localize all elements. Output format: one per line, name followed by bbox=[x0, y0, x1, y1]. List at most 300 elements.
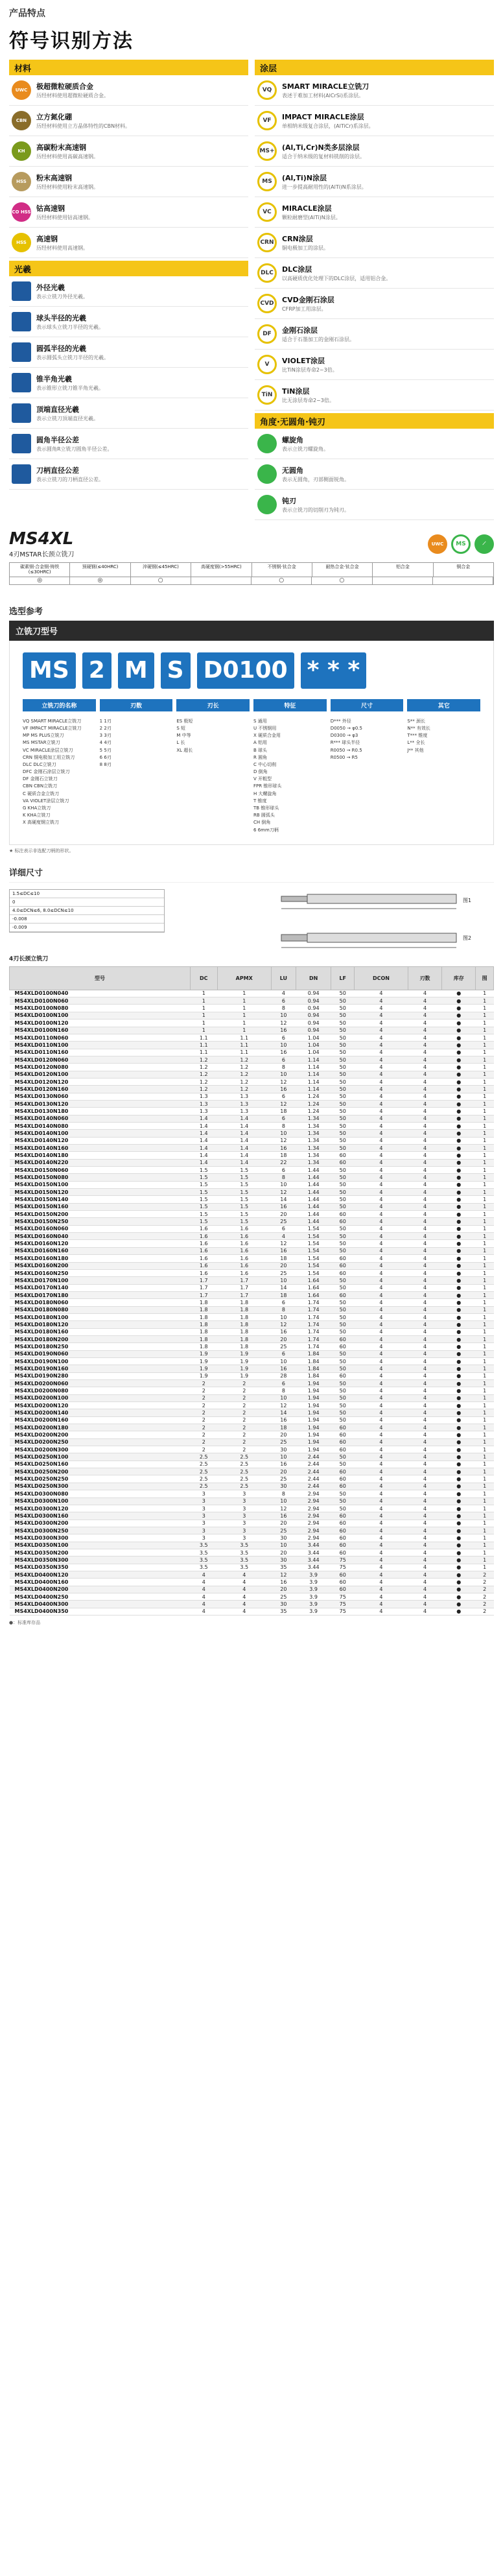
coatings-heading: 涂层 bbox=[255, 60, 494, 75]
table-cell: 4 bbox=[191, 1593, 218, 1600]
angle-heading: 角度·无圆角·钝刃 bbox=[255, 413, 494, 429]
table-cell: ● bbox=[442, 1409, 476, 1416]
table-cell: 2 bbox=[217, 1380, 271, 1387]
code-line: S 短 bbox=[176, 725, 186, 731]
table-cell: 4 bbox=[408, 1056, 441, 1063]
code-line: FPR 锥形球头 bbox=[253, 783, 282, 789]
table-cell: 10 bbox=[271, 1357, 296, 1365]
table-cell: 10 bbox=[271, 1012, 296, 1019]
table-cell: 1 bbox=[476, 1218, 494, 1225]
table-row bbox=[10, 1549, 494, 1556]
table-cell: 1.54 bbox=[296, 1233, 331, 1240]
table-cell: 1 bbox=[476, 1328, 494, 1335]
table-cell: 6 bbox=[271, 1350, 296, 1357]
table-cell: 25 bbox=[271, 1343, 296, 1350]
table-cell: ● bbox=[442, 1365, 476, 1372]
table-cell: ● bbox=[442, 1027, 476, 1034]
table-cell: 1.6 bbox=[191, 1240, 218, 1247]
model-cell: MS4XLD0160N060 bbox=[10, 1225, 191, 1232]
table-row bbox=[10, 1078, 494, 1085]
legend-right bbox=[255, 60, 494, 520]
table-cell: 2.5 bbox=[191, 1475, 218, 1483]
table-cell: 16 bbox=[271, 1328, 296, 1335]
table-cell: 1.7 bbox=[191, 1284, 218, 1291]
model-cell: MS4XLD0200N300 bbox=[10, 1446, 191, 1453]
table-cell: 4 bbox=[354, 1357, 408, 1365]
table-row bbox=[10, 1490, 494, 1497]
footer-note: ●：标准库存品 bbox=[9, 1620, 41, 1625]
angle-text bbox=[282, 495, 349, 514]
table-cell: 1 bbox=[476, 1387, 494, 1394]
table-cell: 1 bbox=[476, 1152, 494, 1159]
code-line: MP MS PLUS立铣刀 bbox=[23, 733, 64, 739]
table-cell: 1 bbox=[476, 1461, 494, 1468]
table-cell: 1.44 bbox=[296, 1189, 331, 1196]
table-cell: 2.5 bbox=[217, 1475, 271, 1483]
table-cell: 50 bbox=[331, 1416, 355, 1424]
table-row bbox=[10, 1438, 494, 1446]
code-head: 立铣刀的名称 bbox=[23, 699, 96, 711]
table-cell: 4 bbox=[408, 1357, 441, 1365]
code-line: 3 3刃 bbox=[99, 733, 111, 739]
table-cell: 60 bbox=[331, 1542, 355, 1549]
table-cell: ● bbox=[442, 1196, 476, 1203]
coating-icon: CVD bbox=[257, 294, 277, 313]
code-box: S bbox=[161, 652, 191, 689]
table-cell: 50 bbox=[331, 1203, 355, 1210]
table-cell: 4 bbox=[354, 990, 408, 997]
table-row bbox=[10, 1365, 494, 1372]
table-cell: 16 bbox=[271, 1365, 296, 1372]
table-cell: 1 bbox=[476, 1394, 494, 1401]
table-row bbox=[10, 1497, 494, 1505]
table-cell: 1.4 bbox=[217, 1152, 271, 1159]
table-cell: ● bbox=[442, 1211, 476, 1218]
table-cell: 1 bbox=[476, 1556, 494, 1564]
table-cell: 4 bbox=[354, 1372, 408, 1379]
table-cell: 1 bbox=[476, 1416, 494, 1424]
coating-desc: 铜电极加工的涂层。 bbox=[282, 244, 329, 251]
table-cell: 1.1 bbox=[191, 1034, 218, 1041]
table-cell: 1 bbox=[476, 1012, 494, 1019]
table-cell: 4 bbox=[408, 1402, 441, 1409]
table-cell: 4 bbox=[408, 1534, 441, 1542]
table-cell: 35 bbox=[271, 1564, 296, 1571]
table-cell: 2.5 bbox=[191, 1461, 218, 1468]
coating-item bbox=[255, 167, 494, 197]
table-cell: 1.94 bbox=[296, 1409, 331, 1416]
angle-desc: 表示无圆角，刃部侧面锐角。 bbox=[282, 476, 349, 483]
angle-title: 无圆角 bbox=[282, 466, 303, 475]
table-cell: 1.8 bbox=[217, 1335, 271, 1342]
model-cell: MS4XLD0140N160 bbox=[10, 1145, 191, 1152]
table-cell: 4 bbox=[354, 1497, 408, 1505]
table-cell: 4 bbox=[354, 1269, 408, 1276]
table-cell: 4 bbox=[408, 1108, 441, 1115]
table-cell: ● bbox=[442, 1086, 476, 1093]
table-cell: 1.2 bbox=[191, 1064, 218, 1071]
table-cell: 16 bbox=[271, 1049, 296, 1056]
table-cell: ● bbox=[442, 1534, 476, 1542]
code-line: B 球头 bbox=[253, 747, 268, 753]
material-text bbox=[36, 203, 93, 221]
table-cell: 1.1 bbox=[217, 1042, 271, 1049]
table-cell: ● bbox=[442, 1071, 476, 1078]
table-cell: 60 bbox=[331, 1520, 355, 1527]
table-cell: 1.5 bbox=[217, 1181, 271, 1188]
table-cell: 4 bbox=[191, 1601, 218, 1608]
dims-title: 详细尺寸 bbox=[9, 868, 43, 878]
table-cell: 1.54 bbox=[296, 1262, 331, 1269]
table-cell: 16 bbox=[271, 1203, 296, 1210]
table-cell: 28 bbox=[271, 1372, 296, 1379]
table-cell: 1 bbox=[476, 1167, 494, 1174]
table-cell: 50 bbox=[331, 1064, 355, 1071]
table-row bbox=[10, 1321, 494, 1328]
table-cell: 1 bbox=[476, 1343, 494, 1350]
table-cell: 0.94 bbox=[296, 997, 331, 1005]
table-cell: 75 bbox=[331, 1601, 355, 1608]
material-mark bbox=[191, 577, 252, 584]
material-icon: HSS bbox=[12, 233, 31, 252]
coating-desc: 比无涂层寿命2~3倍。 bbox=[282, 397, 334, 403]
table-cell: 4 bbox=[354, 1490, 408, 1497]
section-label: 产品特点 bbox=[9, 8, 45, 19]
table-cell: 4 bbox=[408, 1027, 441, 1034]
coating-icon: VF bbox=[257, 111, 277, 130]
table-cell: 1.4 bbox=[191, 1130, 218, 1137]
table-cell: 50 bbox=[331, 1306, 355, 1313]
table-cell: 1 bbox=[476, 1299, 494, 1306]
table-row bbox=[10, 1269, 494, 1276]
table-row bbox=[10, 1049, 494, 1056]
table-cell: 2 bbox=[191, 1424, 218, 1431]
table-row bbox=[10, 1335, 494, 1342]
table-cell: 1.9 bbox=[191, 1372, 218, 1379]
table-row bbox=[10, 1372, 494, 1379]
model-cell: MS4XLD0140N220 bbox=[10, 1159, 191, 1166]
table-cell: 1.9 bbox=[191, 1350, 218, 1357]
table-cell: 14 bbox=[271, 1409, 296, 1416]
table-cell: 60 bbox=[331, 1534, 355, 1542]
table-cell: 1.6 bbox=[217, 1240, 271, 1247]
code-line: VA VIOLET涂层立铣刀 bbox=[23, 798, 69, 804]
table-cell: 4 bbox=[408, 1225, 441, 1232]
table-cell: 60 bbox=[331, 1475, 355, 1483]
table-cell: 4 bbox=[408, 1542, 441, 1549]
table-cell: 4 bbox=[354, 1512, 408, 1520]
table-cell: 50 bbox=[331, 1284, 355, 1291]
table-cell: 4 bbox=[354, 1020, 408, 1027]
table-cell: 2 bbox=[217, 1424, 271, 1431]
table-cell: 16 bbox=[271, 1145, 296, 1152]
table-cell: ● bbox=[442, 1520, 476, 1527]
tolerance-text bbox=[36, 404, 99, 422]
table-cell: 1.6 bbox=[217, 1247, 271, 1254]
table-cell: 4 bbox=[408, 1049, 441, 1056]
table-cell: 1 bbox=[476, 1534, 494, 1542]
table-cell: 0.94 bbox=[296, 1005, 331, 1012]
coating-desc: 进一步提高耐用性的(AlTi)N系涂层。 bbox=[282, 184, 367, 190]
table-cell: ● bbox=[442, 1167, 476, 1174]
table-cell: 50 bbox=[331, 1196, 355, 1203]
table-cell: 4 bbox=[408, 1343, 441, 1350]
table-cell: 4 bbox=[354, 1402, 408, 1409]
table-cell: 4 bbox=[408, 1549, 441, 1556]
model-cell: MS4XLD0150N100 bbox=[10, 1181, 191, 1188]
table-cell: 1 bbox=[476, 1145, 494, 1152]
table-cell: 50 bbox=[331, 1005, 355, 1012]
table-cell: 25 bbox=[271, 1475, 296, 1483]
product-header bbox=[0, 520, 503, 558]
table-row bbox=[10, 1130, 494, 1137]
table-cell: ● bbox=[442, 1505, 476, 1512]
material-text bbox=[36, 142, 99, 160]
model-cell: MS4XLD0170N100 bbox=[10, 1277, 191, 1284]
table-header: DCON bbox=[354, 966, 408, 990]
table-cell: 18 bbox=[271, 1108, 296, 1115]
table-cell: 2.94 bbox=[296, 1497, 331, 1505]
table-cell: 4 bbox=[408, 1409, 441, 1416]
material-icon: HSS bbox=[12, 172, 31, 191]
table-cell: 4 bbox=[217, 1593, 271, 1600]
table-cell: 4 bbox=[408, 1431, 441, 1438]
table-cell: 50 bbox=[331, 1313, 355, 1320]
table-cell: 60 bbox=[331, 1269, 355, 1276]
table-cell: 10 bbox=[271, 1042, 296, 1049]
table-cell: 1.7 bbox=[217, 1277, 271, 1284]
table-cell: ● bbox=[442, 1020, 476, 1027]
table-cell: 4 bbox=[408, 1365, 441, 1372]
table-cell: 1.8 bbox=[217, 1328, 271, 1335]
table-cell: 50 bbox=[331, 1247, 355, 1254]
table-cell: 1 bbox=[476, 1313, 494, 1320]
table-row bbox=[10, 1475, 494, 1483]
table-cell: ● bbox=[442, 1137, 476, 1144]
table-cell: 20 bbox=[271, 1211, 296, 1218]
table-cell: 4 bbox=[354, 1042, 408, 1049]
material-desc: 历经材料使用高碳高速钢。 bbox=[36, 153, 99, 160]
table-cell: 4 bbox=[354, 1431, 408, 1438]
table-cell: 4 bbox=[408, 1564, 441, 1571]
table-cell: 2.5 bbox=[191, 1483, 218, 1490]
code-line: DF 金刚石立铣刀 bbox=[23, 776, 58, 782]
table-cell: 3 bbox=[191, 1520, 218, 1527]
table-cell: 4 bbox=[408, 1174, 441, 1181]
table-cell: 1 bbox=[476, 1372, 494, 1379]
table-cell: 1.6 bbox=[191, 1262, 218, 1269]
table-cell: 2 bbox=[476, 1601, 494, 1608]
table-cell: 4 bbox=[354, 997, 408, 1005]
table-cell: 2 bbox=[191, 1380, 218, 1387]
table-cell: 4 bbox=[408, 1350, 441, 1357]
table-cell: 3.5 bbox=[191, 1556, 218, 1564]
table-cell: 50 bbox=[331, 1020, 355, 1027]
table-cell: 4 bbox=[354, 1475, 408, 1483]
table-cell: ● bbox=[442, 1357, 476, 1365]
table-cell: 4 bbox=[354, 1601, 408, 1608]
table-cell: 2.5 bbox=[217, 1453, 271, 1461]
table-cell: 1.6 bbox=[217, 1225, 271, 1232]
table-cell: 4 bbox=[354, 1203, 408, 1210]
table-cell: 4 bbox=[354, 1579, 408, 1586]
table-cell: 1 bbox=[476, 1424, 494, 1431]
code-line: 6 6刃 bbox=[99, 754, 111, 760]
table-cell: 4 bbox=[408, 1086, 441, 1093]
material-cell: 高硬度钢(>55HRC) bbox=[191, 563, 252, 577]
code-box: MS bbox=[23, 652, 76, 689]
coating-title: IMPACT MIRACLE涂层 bbox=[282, 112, 364, 121]
table-row bbox=[10, 1233, 494, 1240]
table-cell: 1 bbox=[476, 1549, 494, 1556]
table-cell: 4 bbox=[271, 1233, 296, 1240]
table-cell: 50 bbox=[331, 1394, 355, 1401]
table-cell: 4 bbox=[408, 1453, 441, 1461]
table-cell: 1.14 bbox=[296, 1071, 331, 1078]
model-cell: MS4XLD0190N100 bbox=[10, 1357, 191, 1365]
code-line: TB 锥形球头 bbox=[253, 805, 279, 811]
table-cell: 0.94 bbox=[296, 990, 331, 997]
coating-item bbox=[255, 258, 494, 289]
table-cell: 1.9 bbox=[217, 1350, 271, 1357]
table-cell: 4 bbox=[408, 1593, 441, 1600]
code-line: ES 极短 bbox=[176, 718, 193, 724]
angle-list bbox=[255, 429, 494, 520]
table-cell: 1.5 bbox=[191, 1218, 218, 1225]
table-row bbox=[10, 1108, 494, 1115]
table-cell: 2.94 bbox=[296, 1512, 331, 1520]
table-cell: 1.5 bbox=[217, 1203, 271, 1210]
model-cell: MS4XLD0150N160 bbox=[10, 1203, 191, 1210]
table-cell: 10 bbox=[271, 1313, 296, 1320]
table-cell: 4 bbox=[354, 1556, 408, 1564]
table-cell: 6 bbox=[271, 1380, 296, 1387]
table-cell: 75 bbox=[331, 1608, 355, 1615]
table-cell: ● bbox=[442, 1240, 476, 1247]
code-line: T 锥度 bbox=[253, 798, 267, 804]
col-feature bbox=[253, 718, 327, 837]
table-cell: 4 bbox=[354, 1225, 408, 1232]
table-cell: 50 bbox=[331, 1225, 355, 1232]
model-cell: MS4XLD0300N160 bbox=[10, 1512, 191, 1520]
coating-item bbox=[255, 319, 494, 350]
blades-heading: 光羲 bbox=[9, 261, 248, 276]
table-cell: 4 bbox=[354, 1542, 408, 1549]
table-cell: 4 bbox=[191, 1608, 218, 1615]
tolerance-text bbox=[36, 282, 88, 300]
coating-title: DLC涂层 bbox=[282, 265, 312, 274]
legend-left bbox=[9, 60, 248, 520]
table-cell: 4 bbox=[191, 1586, 218, 1593]
table-cell: 12 bbox=[271, 1505, 296, 1512]
coating-desc: CFRP加工用涂层。 bbox=[282, 305, 327, 312]
table-cell: 14 bbox=[271, 1284, 296, 1291]
table-cell: 4 bbox=[354, 1505, 408, 1512]
table-cell: 6 bbox=[271, 1115, 296, 1122]
coating-text bbox=[282, 264, 391, 282]
table-cell: 3.5 bbox=[217, 1564, 271, 1571]
coating-text bbox=[282, 325, 355, 343]
table-cell: 60 bbox=[331, 1211, 355, 1218]
table-cell: 50 bbox=[331, 1115, 355, 1122]
table-cell: 4 bbox=[354, 1461, 408, 1468]
table-cell: 1.9 bbox=[191, 1365, 218, 1372]
table-cell: 4 bbox=[354, 1534, 408, 1542]
table-cell: 4 bbox=[408, 1093, 441, 1100]
coating-title: (Al,Ti)N涂层 bbox=[282, 173, 327, 182]
table-cell: 4 bbox=[408, 1269, 441, 1276]
code-line: XL 超长 bbox=[176, 747, 193, 753]
table-cell: 50 bbox=[331, 1027, 355, 1034]
table-cell: 4 bbox=[354, 1608, 408, 1615]
table-cell: 3 bbox=[217, 1527, 271, 1534]
table-cell: 10 bbox=[271, 1071, 296, 1078]
table-cell: 2.44 bbox=[296, 1475, 331, 1483]
table-cell: 16 bbox=[271, 1086, 296, 1093]
table-cell: 1.44 bbox=[296, 1211, 331, 1218]
table-cell: 1 bbox=[191, 997, 218, 1005]
model-cell: MS4XLD0160N180 bbox=[10, 1255, 191, 1262]
table-cell: 4 bbox=[354, 1564, 408, 1571]
table-cell: 3.9 bbox=[296, 1608, 331, 1615]
table-cell: 1.94 bbox=[296, 1431, 331, 1438]
tolerance-title: 球头半径的光羲 bbox=[36, 313, 86, 322]
tolerance-title: 外径光羲 bbox=[36, 283, 65, 292]
material-icon: CO HSS bbox=[12, 202, 31, 222]
table-cell: 8 bbox=[271, 1490, 296, 1497]
table-cell: 4 bbox=[408, 1505, 441, 1512]
table-cell: 50 bbox=[331, 1078, 355, 1085]
table-cell: 12 bbox=[271, 1078, 296, 1085]
table-cell: 18 bbox=[271, 1152, 296, 1159]
table-cell: 50 bbox=[331, 1380, 355, 1387]
material-cell: 铜合金 bbox=[456, 564, 471, 569]
table-cell: 4 bbox=[354, 1350, 408, 1357]
table-cell: 4 bbox=[354, 1593, 408, 1600]
table-cell: 1 bbox=[476, 1409, 494, 1416]
table-cell: 3.9 bbox=[296, 1601, 331, 1608]
model-cell: MS4XLD0110N060 bbox=[10, 1034, 191, 1041]
table-cell: 4 bbox=[271, 990, 296, 997]
table-cell: 3.9 bbox=[296, 1571, 331, 1578]
table-row bbox=[10, 1027, 494, 1034]
table-row bbox=[10, 1152, 494, 1159]
table-cell: 3.5 bbox=[191, 1549, 218, 1556]
table-cell: 2 bbox=[476, 1579, 494, 1586]
table-cell: 4 bbox=[408, 1130, 441, 1137]
table-cell: 4 bbox=[354, 1049, 408, 1056]
table-cell: 1.3 bbox=[191, 1108, 218, 1115]
tolerance-text bbox=[36, 374, 104, 392]
table-cell: ● bbox=[442, 1042, 476, 1049]
table-row bbox=[10, 1343, 494, 1350]
table-cell: 1.44 bbox=[296, 1181, 331, 1188]
table-row bbox=[10, 1387, 494, 1394]
model-cell: MS4XLD0140N100 bbox=[10, 1130, 191, 1137]
fig2-label: 图2 bbox=[463, 935, 472, 941]
table-cell: 4 bbox=[354, 1145, 408, 1152]
angle-item bbox=[255, 459, 494, 490]
table-row bbox=[10, 1431, 494, 1438]
table-cell: 1.1 bbox=[191, 1049, 218, 1056]
materials-heading: 材料 bbox=[9, 60, 248, 75]
material-item bbox=[9, 228, 248, 258]
table-cell: 4 bbox=[408, 1490, 441, 1497]
table-cell: 4 bbox=[408, 1020, 441, 1027]
table-cell: 1 bbox=[476, 1269, 494, 1276]
table-cell: ● bbox=[442, 1218, 476, 1225]
table-cell: 4 bbox=[408, 1527, 441, 1534]
